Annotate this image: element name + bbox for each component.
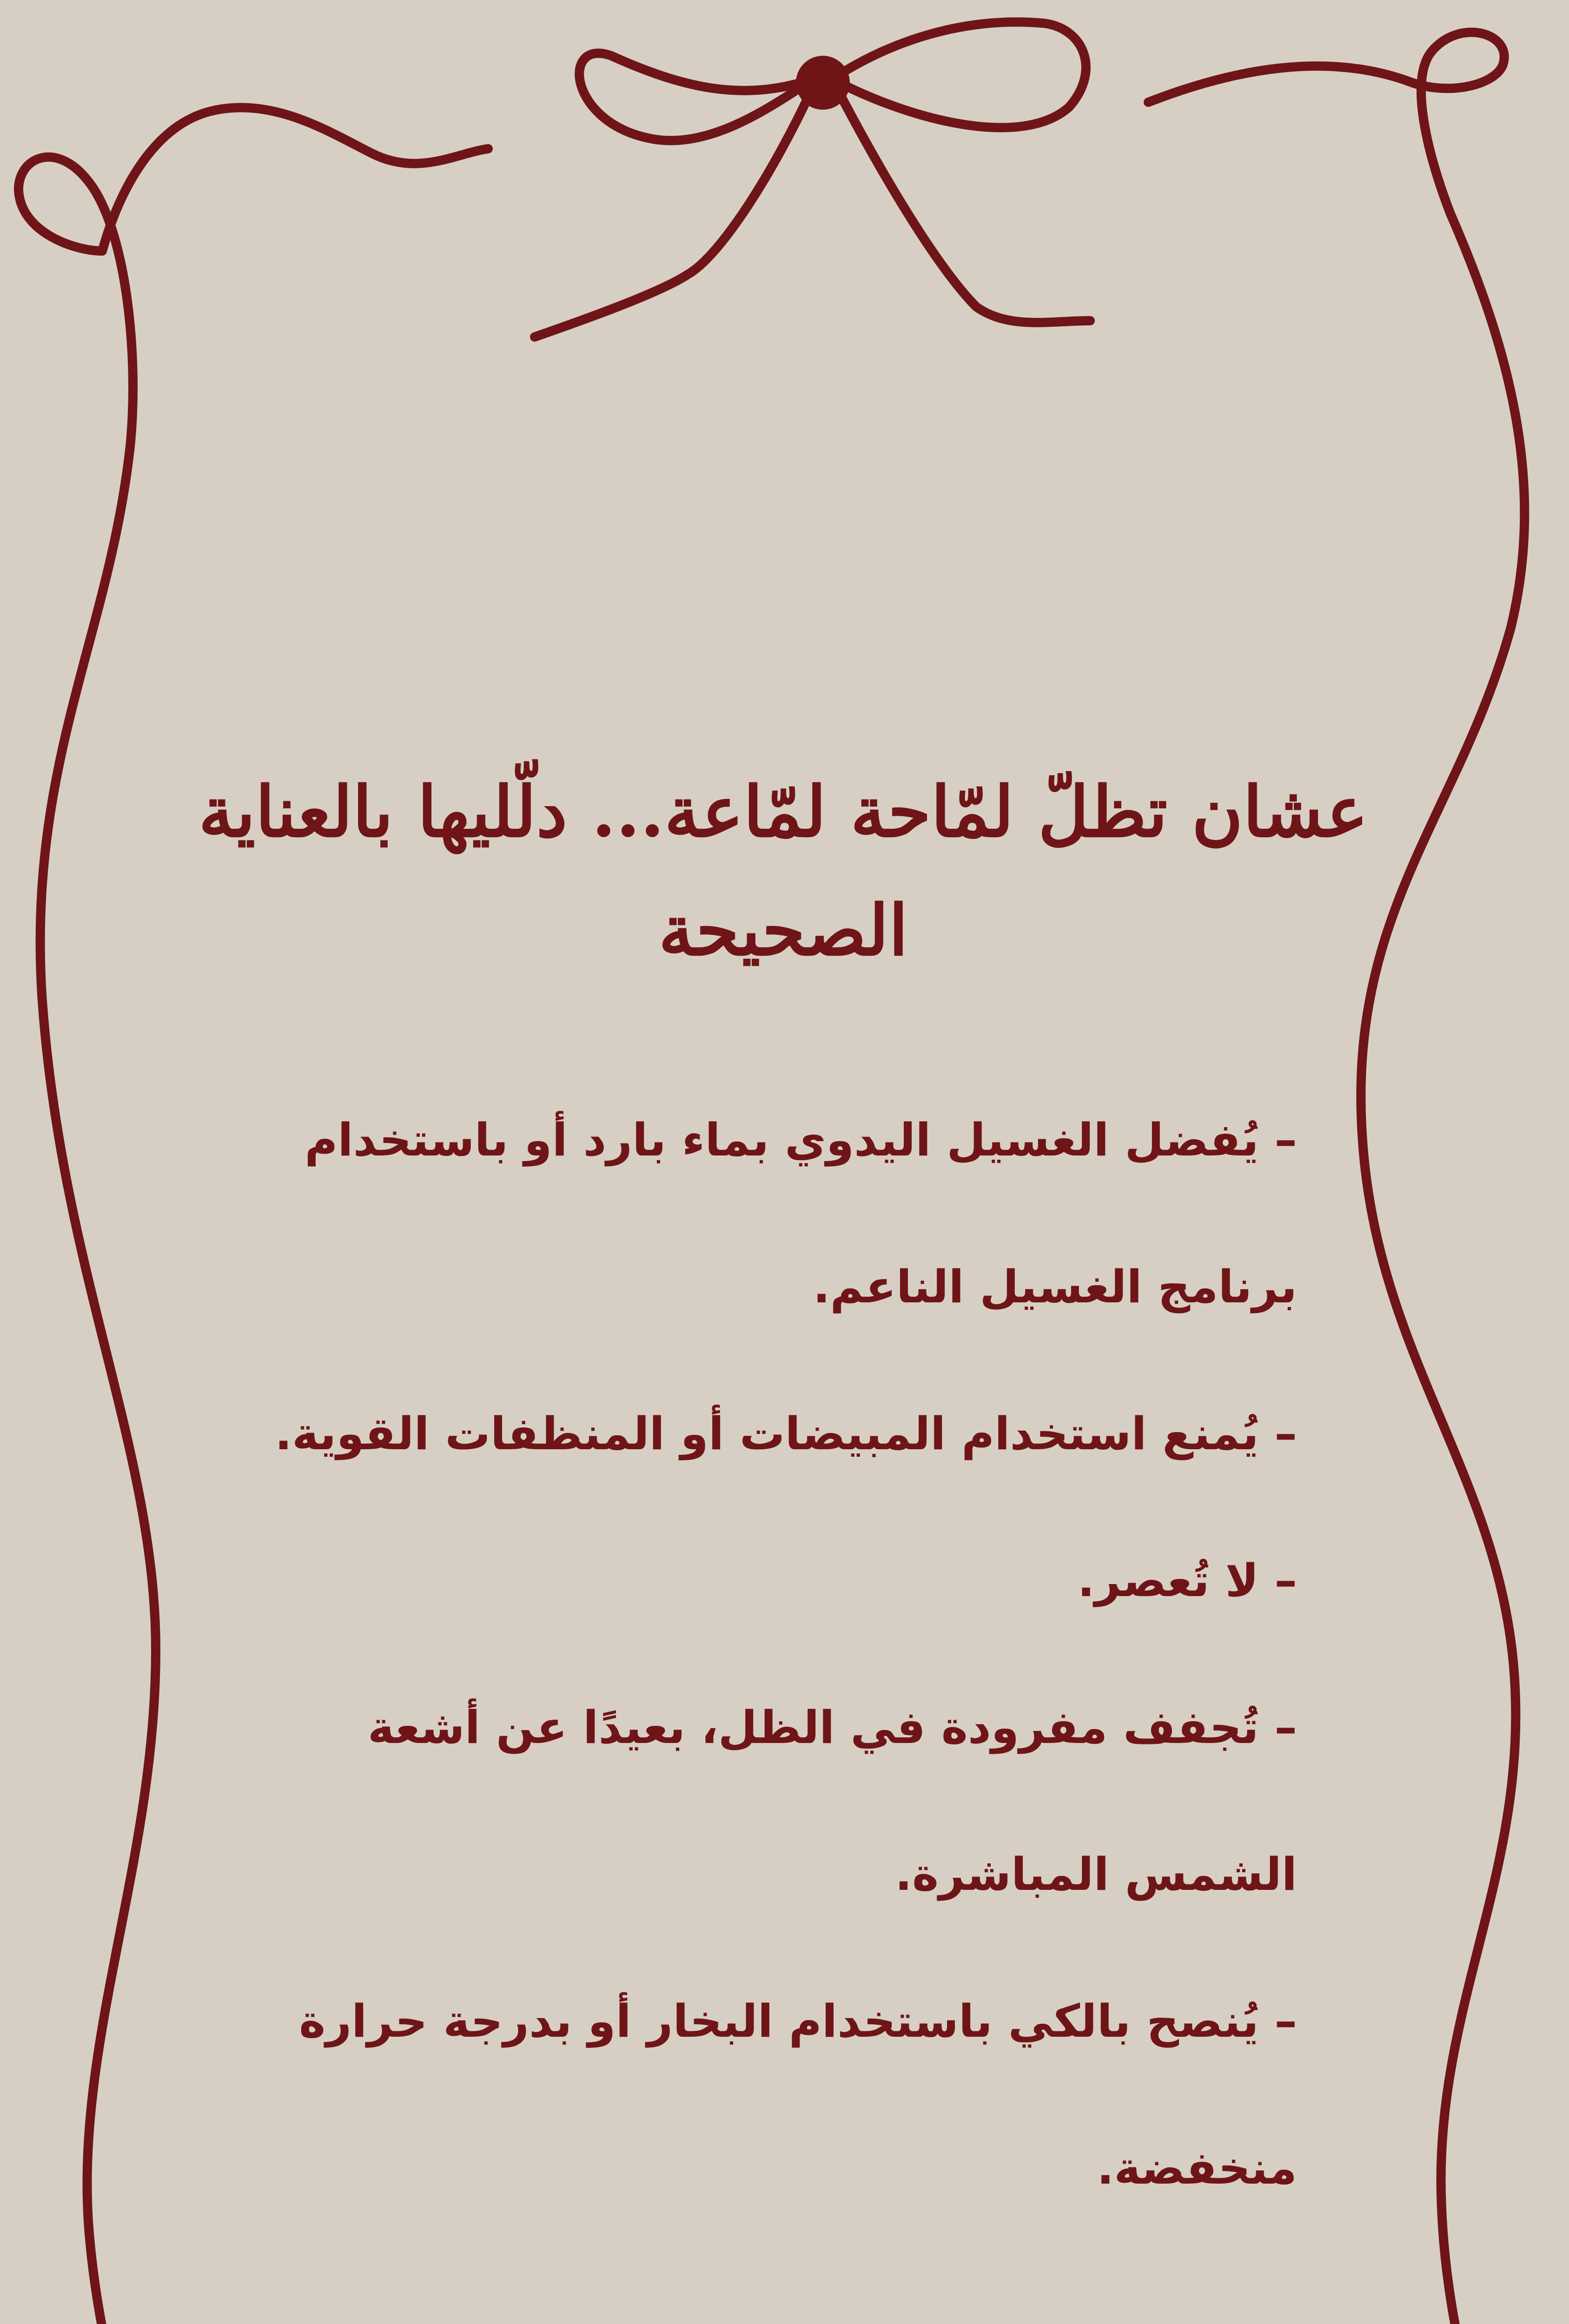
list-item: – تُجفف مفرودة في الظل، بعيدًا عن أشعة الشمس المباشرة. [367,1701,1297,1901]
list-item: – يُفضل الغسيل اليدوي بماء بارد أو باستخدام برنامج الغسيل الناعم. [305,1114,1297,1313]
list-item: – يُمنع استخدام المبيضات أو المنظفات القوية. [275,1407,1297,1460]
top-bow-left-loop [579,53,813,140]
top-bow-left-tail [535,84,814,337]
top-bow-right-loop [832,22,1086,127]
page-title: عشان تظلّ لمّاحة لمّاعة... دلّليها بالعناية الصحيحة [199,771,1368,971]
list-item: – لا تُعصر. [1077,1554,1297,1607]
bow-knot [796,56,850,110]
care-content [195,753,1371,2250]
care-instructions-list [256,1067,1297,2242]
list-item: – يُنصح بالكي باستخدام البخار أو بدرجة حرارة منخفضة. [299,1995,1297,2194]
